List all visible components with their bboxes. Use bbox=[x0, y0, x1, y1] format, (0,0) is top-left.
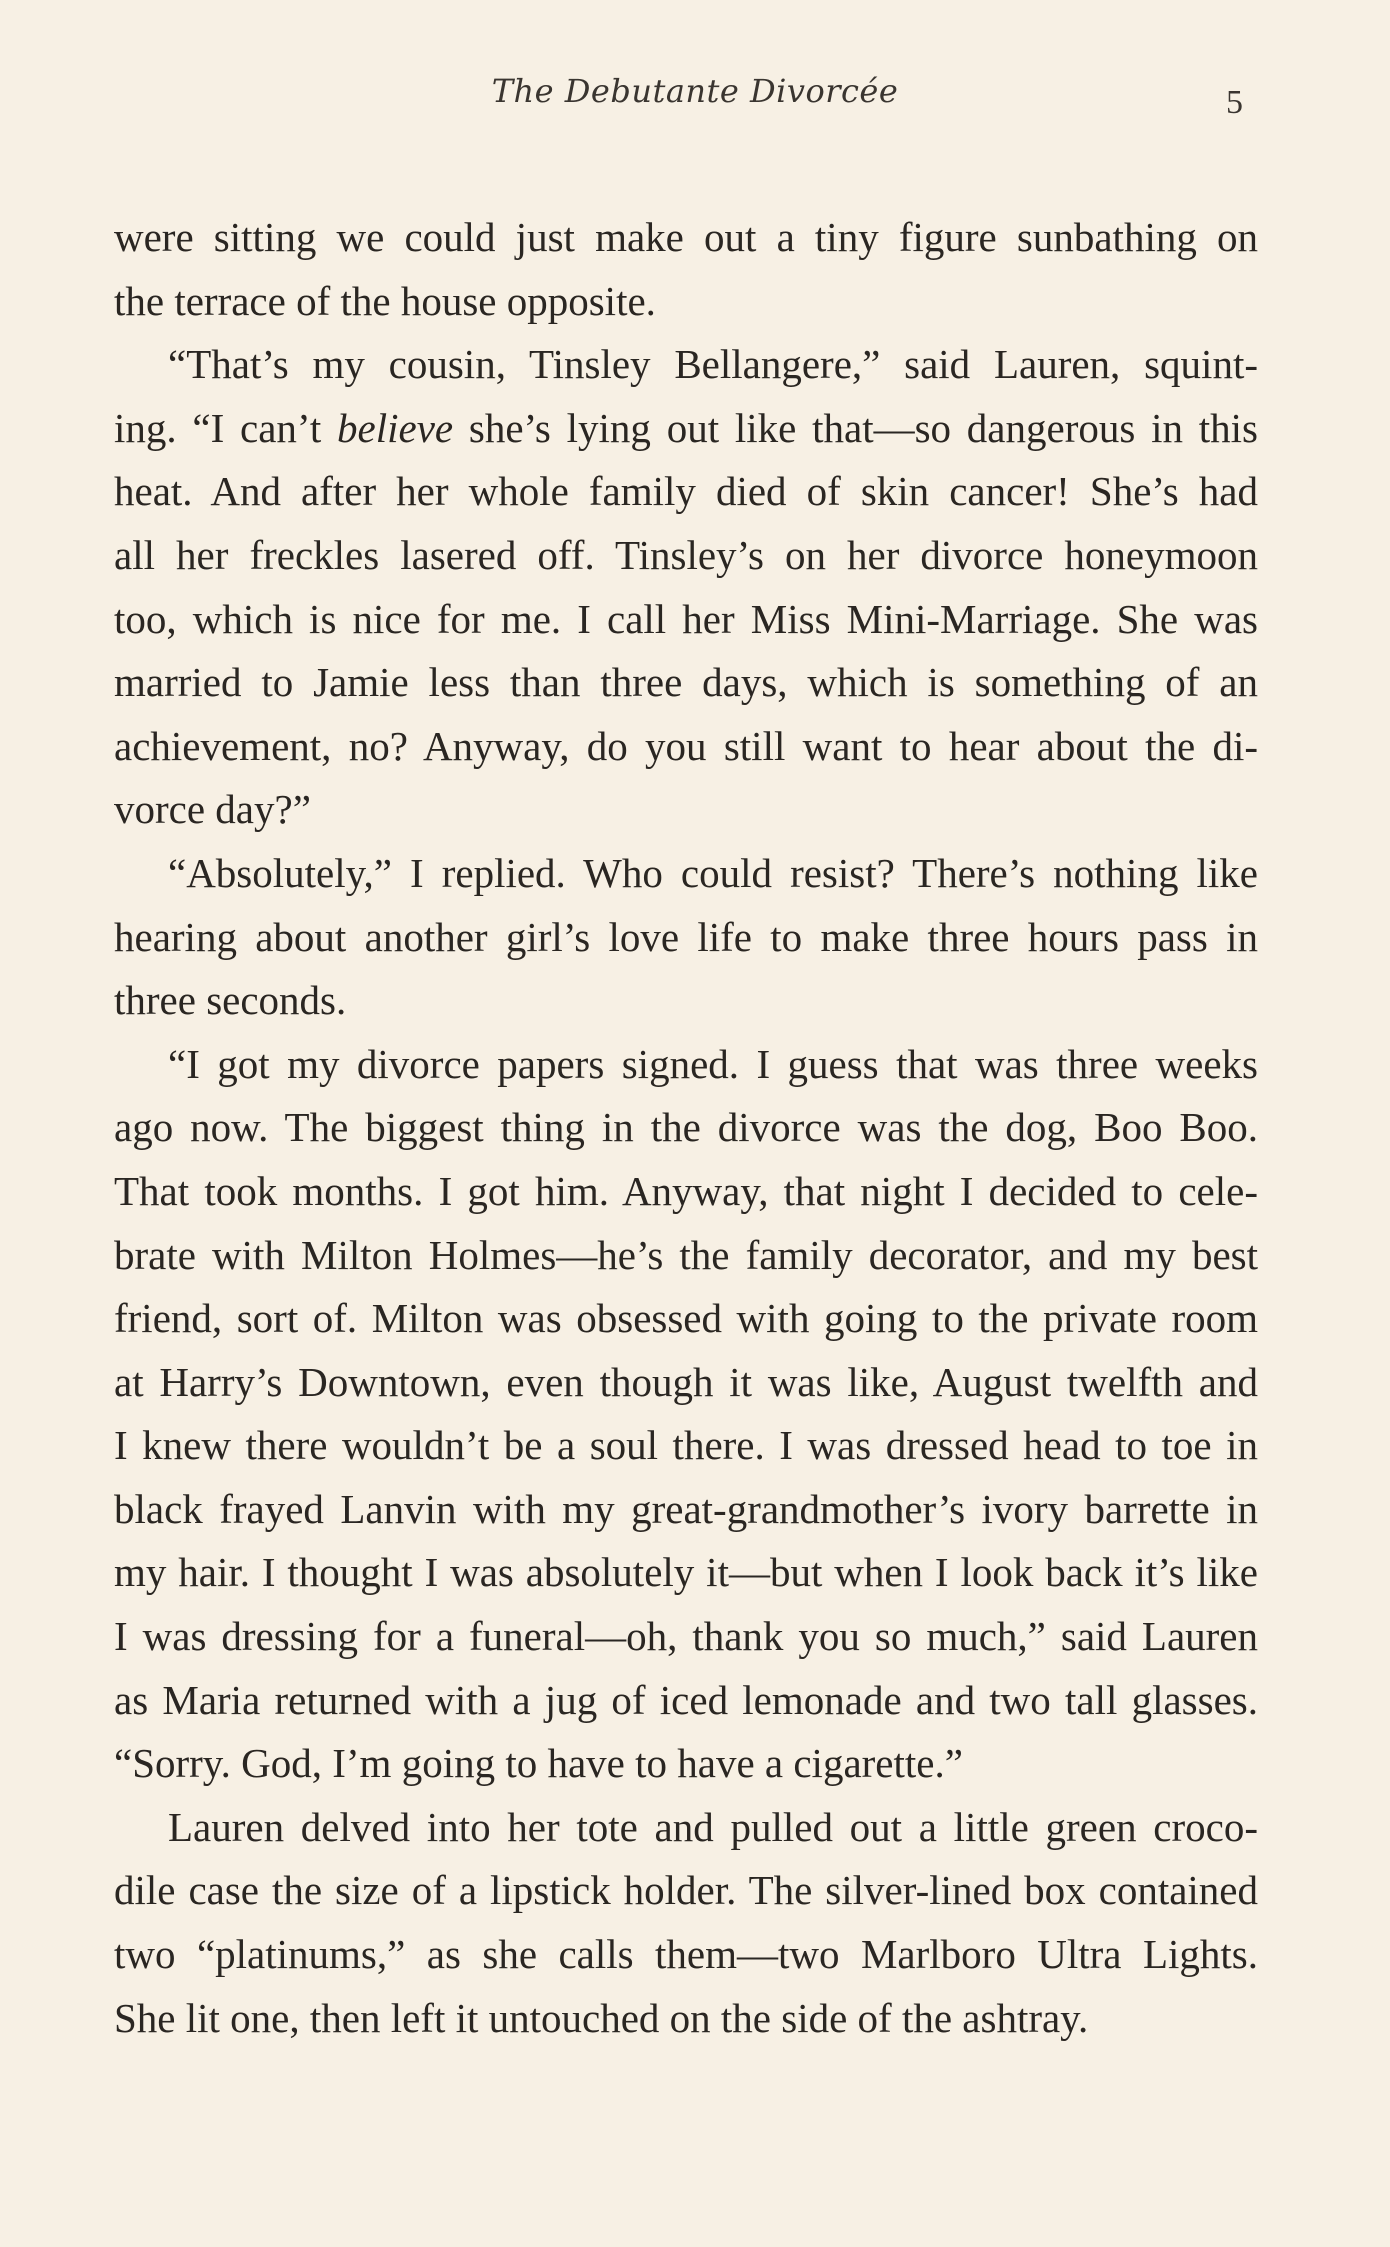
text-line: three seconds. bbox=[114, 977, 347, 1024]
text-line: two “platinums,” as she calls them—two Marlboro Ultra Lights. bbox=[114, 1931, 1258, 1978]
text-line: hearing about another girl’s love life to make three hours pass in bbox=[114, 913, 1258, 960]
emphasis-word: believe bbox=[337, 404, 454, 451]
text-line: were sitting we could just make out a tiny figure sunbathing on bbox=[114, 214, 1258, 260]
page-number: 5 bbox=[1226, 84, 1243, 121]
text-line: friend, sort of. Milton was obsessed with going to the private room bbox=[114, 1295, 1258, 1342]
running-head-title: The Debutante Divorcée bbox=[491, 72, 899, 110]
text-line: the terrace of the house opposite. bbox=[114, 277, 656, 324]
text-line: too, which is nice for me. I call her Miss Mini-Marriage. She was bbox=[114, 595, 1258, 642]
text-line: That took months. I got him. Anyway, that night I decided to cele- bbox=[114, 1167, 1258, 1214]
text-line: ago now. The biggest thing in the divorce was the dog, Boo Boo. bbox=[114, 1104, 1258, 1151]
text-line bbox=[114, 397, 1258, 461]
text-line: heat. And after her whole family died of skin cancer! She’s had bbox=[114, 468, 1258, 515]
text-line: achievement, no? Anyway, do you still want to hear about the di- bbox=[114, 722, 1258, 769]
text-line: “That’s my cousin, Tinsley Bellangere,” said Lauren, squint- bbox=[168, 341, 1258, 388]
text-line: as Maria returned with a jug of iced lemonade and two tall glasses. bbox=[114, 1676, 1258, 1723]
text-run: she’s lying out like that—so dangerous in this bbox=[453, 404, 1258, 451]
text-line: vorce day?” bbox=[114, 786, 311, 833]
text-line: all her freckles lasered off. Tinsley’s on her divorce honeymoon bbox=[114, 531, 1258, 578]
text-line: at Harry’s Downtown, even though it was like, August twelfth and bbox=[114, 1358, 1258, 1405]
text-line: I was dressing for a funeral—oh, thank you so much,” said Lauren bbox=[114, 1613, 1258, 1660]
text-line: brate with Milton Holmes—he’s the family decorator, and my best bbox=[114, 1231, 1258, 1278]
text-line: She lit one, then left it untouched on the side of the ashtray. bbox=[114, 1994, 1089, 2041]
text-line: married to Jamie less than three days, which is something of an bbox=[114, 659, 1258, 706]
text-line: “Sorry. God, I’m going to have to have a cigarette.” bbox=[114, 1740, 963, 1787]
text-line: “Absolutely,” I replied. Who could resist? There’s nothing like bbox=[168, 849, 1258, 896]
text-line: black frayed Lanvin with my great-grandmother’s ivory barrette in bbox=[114, 1485, 1258, 1532]
text-line: Lauren delved into her tote and pulled out a little green croco- bbox=[168, 1803, 1258, 1850]
text-line: dile case the size of a lipstick holder. The silver-lined box contained bbox=[114, 1867, 1258, 1914]
text-line: my hair. I thought I was absolutely it—but when I look back it’s like bbox=[114, 1549, 1258, 1596]
body-text bbox=[114, 206, 1258, 2050]
text-line: “I got my divorce papers signed. I guess that was three weeks bbox=[168, 1040, 1258, 1087]
text-line: I knew there wouldn’t be a soul there. I was dressed head to toe in bbox=[114, 1422, 1258, 1469]
text-run: ing. “I can’t bbox=[114, 404, 338, 451]
